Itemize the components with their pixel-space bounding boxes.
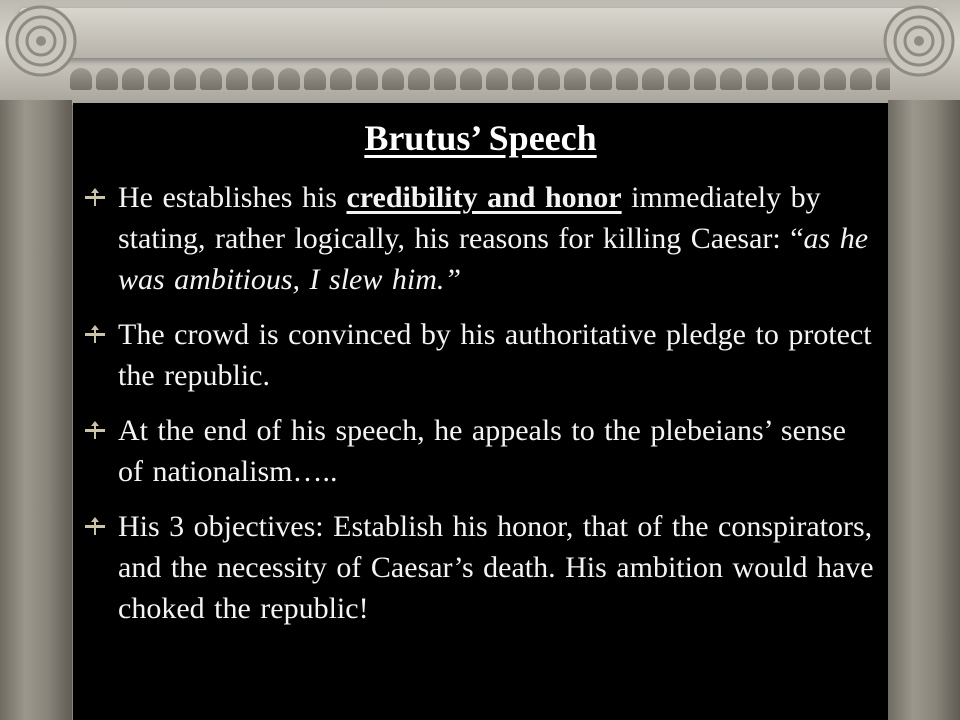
content-panel [73,103,888,720]
bullet-text: At the end of his speech, he appeals to the plebeians’ sense of nationalism….. [118,414,846,488]
bullet-text-end: ” [444,263,462,296]
slide-title: Brutus’ Speech [364,118,597,158]
capital-abacus [20,8,940,58]
list-item [85,410,878,492]
emphasis-text: credibility and honor [346,181,622,214]
list-item [85,506,878,629]
dentil-row [70,68,890,90]
bullet-text: The crowd is convinced by his authoritative pledge to protect the republic. [118,318,872,392]
bullet-list [85,177,878,643]
scroll-volute-right-icon [882,4,956,78]
column-shaft-left [0,100,72,720]
column-capital [0,0,960,105]
scroll-volute-left-icon [4,4,78,78]
list-item [85,177,878,300]
arrow-cross-icon [85,325,105,343]
column-shaft-right [888,100,960,720]
arrow-cross-icon [85,188,105,206]
quote-text: as he was ambitious, I slew him. [118,222,869,296]
bullet-text-start: He establishes his [118,181,347,214]
arrow-cross-icon [85,517,105,535]
bullet-text: His 3 objectives: Establish his honor, that of the conspirators, and the necessity of Caesar’s death. His ambition would have choked the republic! [118,510,874,625]
arrow-cross-icon [85,421,105,439]
list-item [85,314,878,396]
bullet-text-middle: immediately by stating, rather logically, his reasons for killing Caesar: “ [118,181,821,255]
